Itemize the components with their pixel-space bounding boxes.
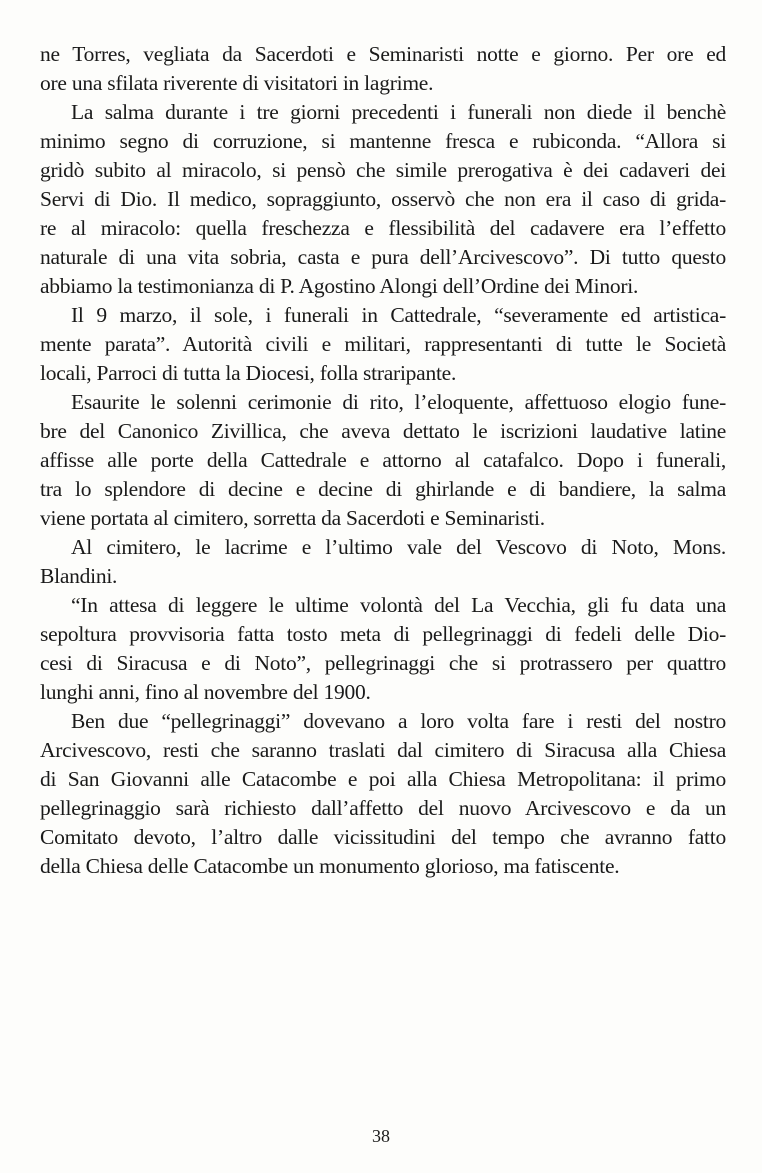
text-line: Blandini. [40, 564, 118, 588]
text-line: Servi di Dio. Il medico, sopraggiunto, osservò che non era il caso di grida- [40, 187, 726, 211]
text-line: Arcivescovo, resti che saranno traslati dal cimitero di Siracusa alla Chiesa [40, 738, 726, 762]
body-text [40, 40, 726, 881]
text-line: La salma durante i tre giorni precedenti i funerali non diede il benchè [71, 100, 726, 124]
text-line: sepoltura provvisoria fatta tosto meta di pellegrinaggi di fedeli delle Dio- [40, 622, 726, 646]
text-line: minimo segno di corruzione, si mantenne fresca e rubiconda. “Allora si [40, 129, 726, 153]
text-line: Il 9 marzo, il sole, i funerali in Cattedrale, “severamente ed artistica- [71, 303, 726, 327]
text-line: “In attesa di leggere le ultime volontà del La Vecchia, gli fu data una [71, 593, 726, 617]
text-line: lunghi anni, fino al novembre del 1900. [40, 680, 371, 704]
text-line: locali, Parroci di tutta la Diocesi, folla straripante. [40, 361, 457, 385]
text-line: tra lo splendore di decine e decine di ghirlande e di bandiere, la salma [40, 477, 726, 501]
text-line: abbiamo la testimonianza di P. Agostino Alongi dell’Ordine dei Minori. [40, 274, 639, 298]
text-line: della Chiesa delle Catacombe un monumento glorioso, ma fatiscente. [40, 854, 620, 878]
text-line: cesi di Siracusa e di Noto”, pellegrinaggi che si protrassero per quattro [40, 651, 726, 675]
text-line: naturale di una vita sobria, casta e pura dell’Arcivescovo”. Di tutto questo [40, 245, 726, 269]
text-line: Comitato devoto, l’altro dalle vicissitudini del tempo che avranno fatto [40, 825, 726, 849]
text-line: re al miracolo: quella freschezza e flessibilità del cadavere era l’effetto [40, 216, 726, 240]
page-number: 38 [372, 1126, 390, 1146]
text-line: pellegrinaggio sarà richiesto dall’affetto del nuovo Arcivescovo e da un [40, 796, 726, 820]
text-line: Esaurite le solenni cerimonie di rito, l’eloquente, affettuoso elogio fune- [71, 390, 726, 414]
text-line: bre del Canonico Zivillica, che aveva dettato le iscrizioni laudative latine [40, 419, 726, 443]
text-line: gridò subito al miracolo, si pensò che simile prerogativa è dei cadaveri dei [40, 158, 726, 182]
text-line: ore una sfilata riverente di visitatori in lagrime. [40, 71, 434, 95]
text-line: viene portata al cimitero, sorretta da Sacerdoti e Seminaristi. [40, 506, 545, 530]
text-line: affisse alle porte della Cattedrale e attorno al catafalco. Dopo i funerali, [40, 448, 726, 472]
text-line: Al cimitero, le lacrime e l’ultimo vale del Vescovo di Noto, Mons. [71, 535, 726, 559]
text-line: ne Torres, vegliata da Sacerdoti e Seminaristi notte e giorno. Per ore ed [40, 42, 726, 66]
text-line: mente parata”. Autorità civili e militari, rappresentanti di tutte le Società [40, 332, 726, 356]
text-line: Ben due “pellegrinaggi” dovevano a loro volta fare i resti del nostro [71, 709, 726, 733]
text-line: di San Giovanni alle Catacombe e poi alla Chiesa Metropolitana: il primo [40, 767, 726, 791]
